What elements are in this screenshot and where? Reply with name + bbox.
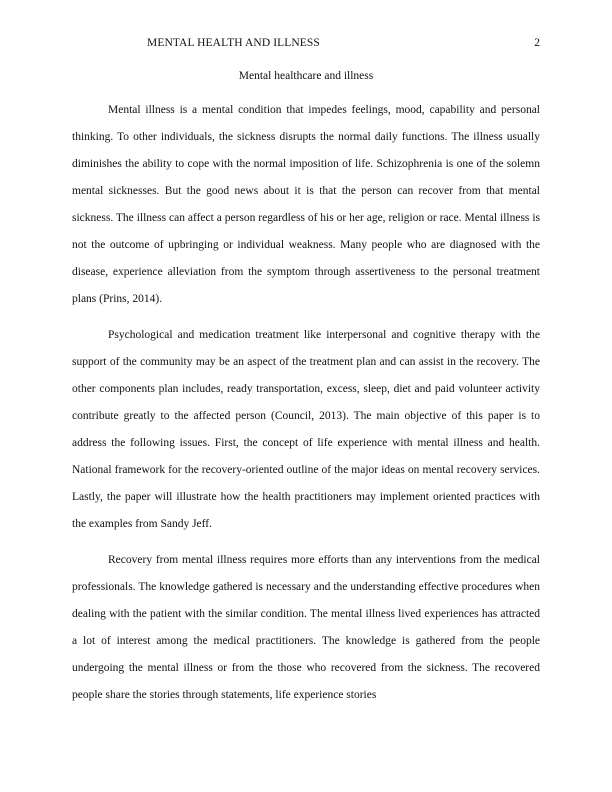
page-number: 2: [534, 37, 540, 49]
paragraph-3: Recovery from mental illness requires more efforts than any interventions from the medical professionals. The knowledge gathered is necessary and the understanding effective procedures when dealing with the patient with the similar condition. The mental illness lived experiences has attracted a lot of interest among the medical practitioners. The knowledge is gathered from the people undergoing the mental illness or from the those who recovered from the sickness. The recovered people share the stories through statements, life experience stories: [72, 554, 540, 701]
running-head: MENTAL HEALTH AND ILLNESS: [147, 37, 320, 49]
paragraph-2: Psychological and medication treatment like interpersonal and cognitive therapy with the support of the community may be an aspect of the treatment plan and can assist in the recovery. The other components plan includes, ready transportation, excess, sleep, diet and paid volunteer activity contribute greatly to the affected person (Council, 2013). The main objective of this paper is to address the following issues. First, the concept of life experience with mental illness and health. National framework for the recovery-oriented outline of the major ideas on mental recovery services. Lastly, the paper will illustrate how the health practitioners may implement oriented practices with the examples from Sandy Jeff.: [72, 329, 540, 530]
document-title: Mental healthcare and illness: [238, 70, 374, 82]
document-body: [72, 97, 540, 709]
paragraph-1: Mental illness is a mental condition that impedes feelings, mood, capability and personal thinking. To other individuals, the sickness disrupts the normal daily functions. The illness usually diminishes the ability to cope with the normal imposition of life. Schizophrenia is one of the solemn mental sicknesses. But the good news about it is that the person can recover from that mental sickness. The illness can affect a person regardless of his or her age, religion or race. Mental illness is not the outcome of upbringing or individual weakness. Many people who are diagnosed with the disease, experience alleviation from the symptom through assertiveness to the personal treatment plans (Prins, 2014).: [72, 104, 540, 305]
